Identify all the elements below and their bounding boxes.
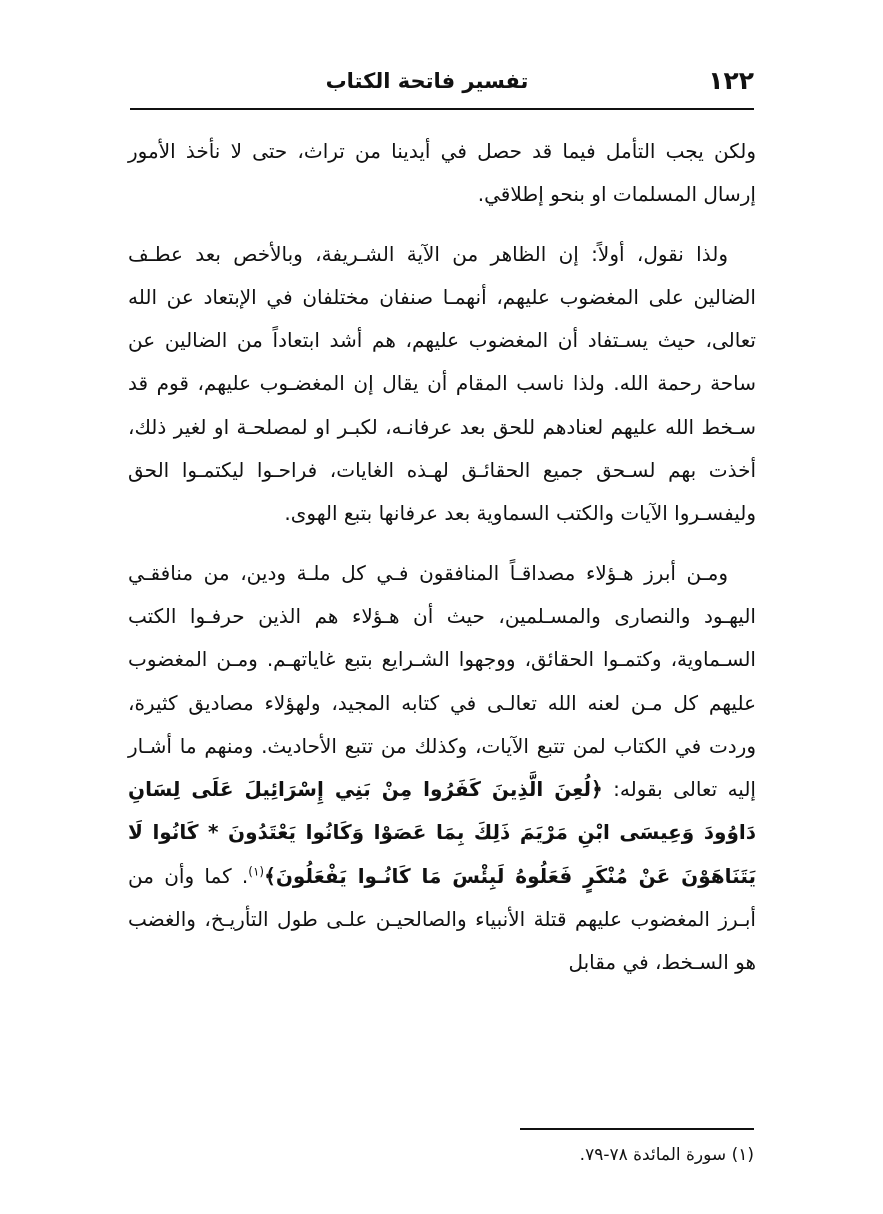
paragraph-3-text: ومـن أبرز هـؤلاء مصداقـاً المنافقون فـي كل ملـة ودين، من منافقـي اليهـود والنصارى والمسـلمين، حيث أن هـؤلاء هم الذين حرفـوا الكتب السـماوية، وكتمـوا الحقائق، ووجهوا الشـرايع بتبع غاياتهـم. ومـن المغضوب عليهم كل مـن لعنه الله تعالـى في كتابه المجيد، ولهؤلاء مصاديق كثيرة، وردت في الكتاب لمن تتبع الآيات، وكذلك من تتبع الأحاديث. ومنهم ما أشـار إليه تعالى بقوله: (128, 560, 756, 802)
paragraph-3-continuation: . كما وأن من أبـرز المغضوب عليهم قتلة الأنبياء والصالحيـن علـى طول التأريـخ، والغضب هو السـخط، في مقابل (128, 863, 756, 975)
page-header (130, 62, 754, 110)
page-number: ١٢٢ (708, 66, 754, 95)
footnote-divider (520, 1128, 754, 1130)
body-text (128, 130, 756, 985)
footnote: (١) سورة المائدة ٧٨-٧٩. (579, 1145, 754, 1165)
footnote-reference[interactable]: (١) (248, 864, 265, 879)
paragraph-1: ولكن يجب التأمل فيما قد حصل في أيدينا من تراث، حتى لا نأخذ الأمور إرسال المسلمات او بنحو إطلاقي. (128, 139, 756, 207)
running-title: تفسير فاتحة الكتاب (325, 69, 529, 93)
paragraph-3 (128, 552, 756, 985)
paragraph-2: ولذا نقول، أولاً: إن الظاهر من الآية الشـريفة، وبالأخص بعد عطـف الضالين على المغضوب عليهم، أنهمـا صنفان مختلفان في الإبتعاد عن الله تعالى، حيث يسـتفاد أن المغضوب عليهم، هم أشد ابتعاداً من الضالين عن ساحة رحمة الله. ولذا ناسب المقام أن يقال إن المغضـوب عليهم، قوم قد سـخط الله عليهم لعنادهم للحق بعد عرفانـه، لكبـر او لمصلحـة او لغير ذلك، أخذت بهم لسـحق جميع الحقائـق لهـذه الغايات، فراحـوا ليكتمـوا الحق وليفسـروا الآيات والكتب السماوية بعد عرفانها بتبع الهوى. (128, 241, 756, 526)
quran-verse: ﴿لُعِنَ الَّذِينَ كَفَرُوا مِنْ بَنِي إِسْرَائِيلَ عَلَى لِسَانِ دَاوُودَ وَعِيسَى ابْنِ مَرْيَمَ ذَلِكَ بِمَا عَصَوْا وَكَانُوا يَعْتَدُونَ * كَانُوا لَا يَتَنَاهَوْنَ عَنْ مُنْكَرٍ فَعَلُوهُ لَبِئْسَ مَا كَانُـوا يَفْعَلُونَ﴾ (128, 777, 757, 888)
header-divider (130, 108, 754, 110)
